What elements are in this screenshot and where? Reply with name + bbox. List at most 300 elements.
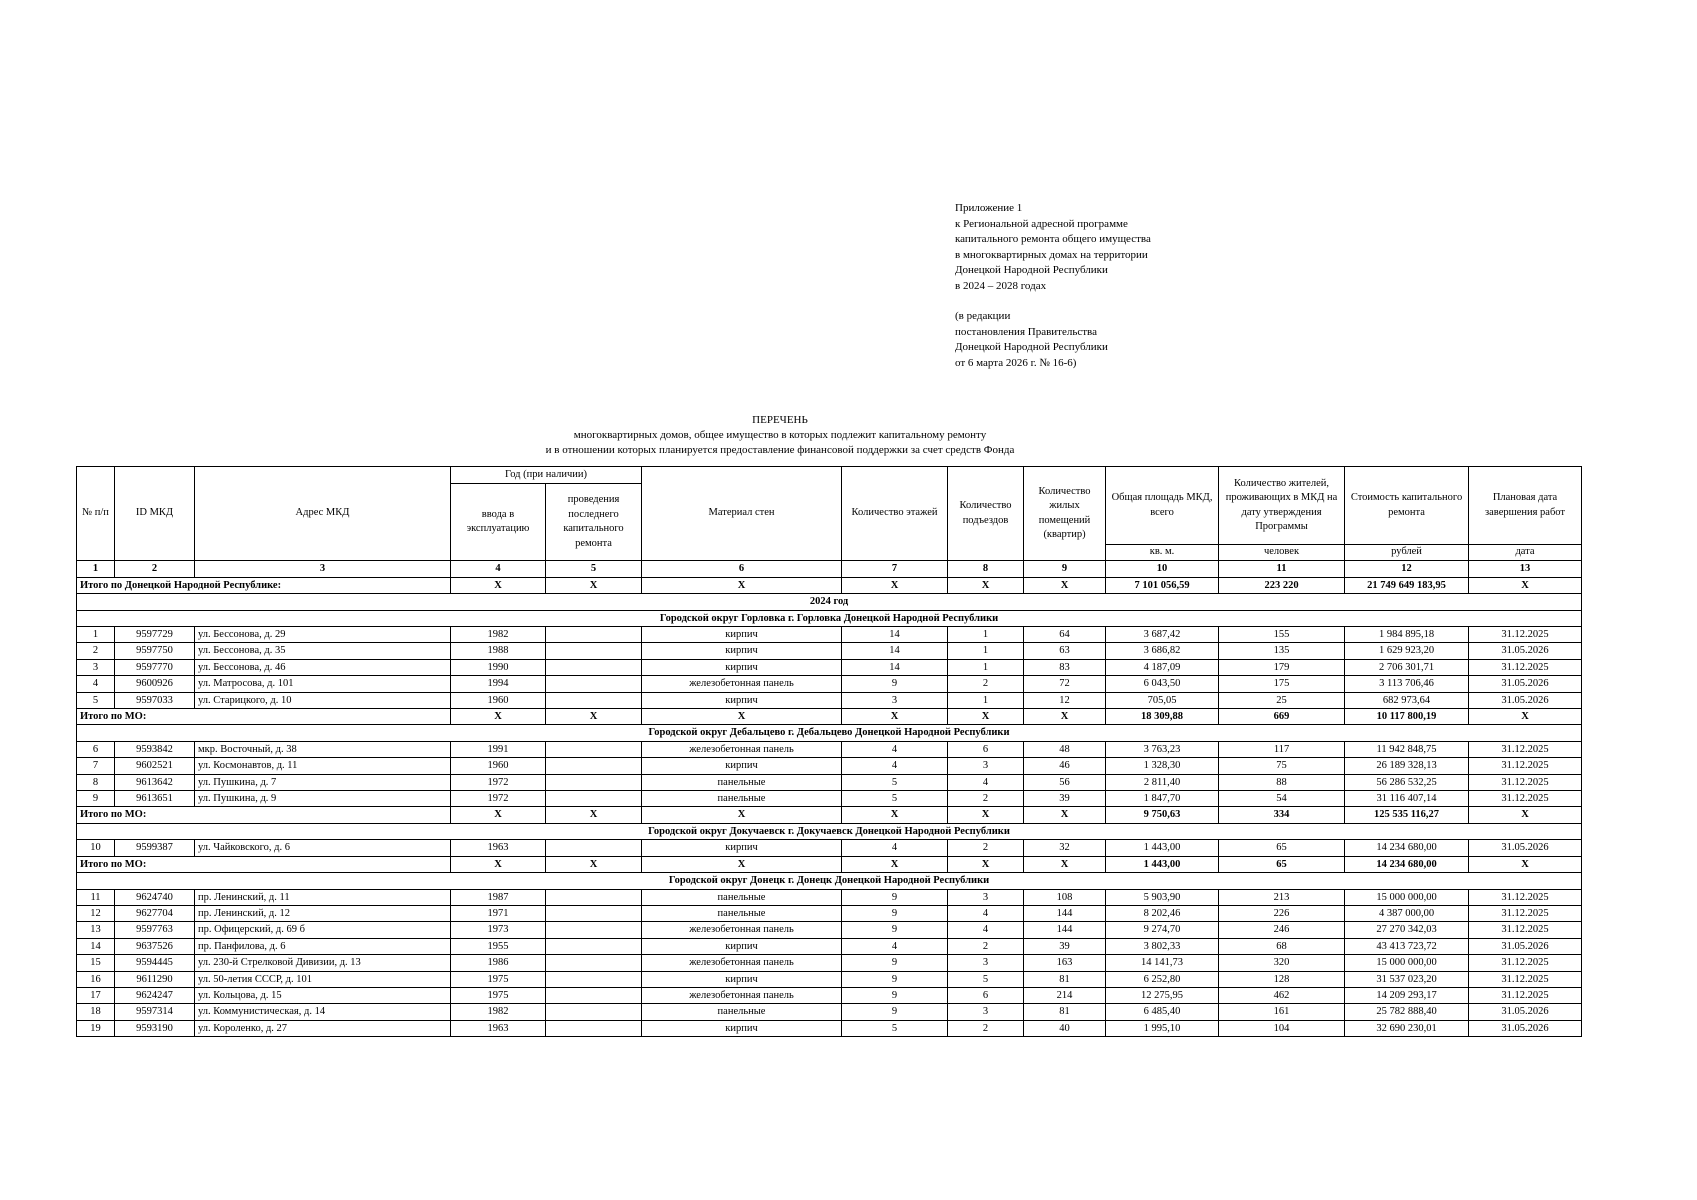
header-entrances: Количество подъездов: [948, 467, 1024, 561]
row-number: 8: [77, 774, 115, 790]
appendix-block: [955, 201, 1151, 371]
wall-material: кирпич: [642, 840, 842, 856]
apartments-count: 163: [1024, 955, 1106, 971]
row-number: 18: [77, 1004, 115, 1020]
municipality-total-year: X: [451, 709, 546, 725]
column-number: 1: [77, 561, 115, 577]
completion-date: 31.12.2025: [1469, 922, 1582, 938]
total-area: 2 811,40: [1106, 774, 1219, 790]
municipality-row: [77, 725, 1582, 741]
municipality-total-entr: X: [948, 807, 1024, 823]
grand-total-label: Итого по Донецкой Народной Республике:: [77, 577, 451, 593]
building-id: 9602521: [115, 758, 195, 774]
building-id: 9597750: [115, 643, 195, 659]
residents-count: 128: [1219, 971, 1345, 987]
wall-material: панельные: [642, 774, 842, 790]
apartments-count: 108: [1024, 889, 1106, 905]
municipality-total-year: X: [451, 807, 546, 823]
year-last-repair: [546, 938, 642, 954]
table-row: [77, 791, 1582, 807]
table-row: [77, 938, 1582, 954]
total-area: 14 141,73: [1106, 955, 1219, 971]
year-last-repair: [546, 840, 642, 856]
year-commission: 1963: [451, 1020, 546, 1036]
repair-cost: 15 000 000,00: [1345, 955, 1469, 971]
repair-cost: 26 189 328,13: [1345, 758, 1469, 774]
building-address: ул. 230-й Стрелковой Дивизии, д. 13: [195, 955, 451, 971]
table-row: [77, 741, 1582, 757]
apartments-count: 144: [1024, 922, 1106, 938]
building-address: ул. Бессонова, д. 29: [195, 627, 451, 643]
municipality-total-cost: 14 234 680,00: [1345, 856, 1469, 872]
floors-count: 14: [842, 627, 948, 643]
table-row: [77, 889, 1582, 905]
completion-date: 31.12.2025: [1469, 987, 1582, 1003]
municipality-total-date: X: [1469, 709, 1582, 725]
year-last-repair: [546, 971, 642, 987]
residents-count: 320: [1219, 955, 1345, 971]
year-last-repair: [546, 774, 642, 790]
municipality-total-date: X: [1469, 856, 1582, 872]
completion-date: 31.12.2025: [1469, 659, 1582, 675]
row-number: 16: [77, 971, 115, 987]
header-address: Адрес МКД: [195, 467, 451, 561]
building-address: ул. Короленко, д. 27: [195, 1020, 451, 1036]
repair-cost: 682 973,64: [1345, 692, 1469, 708]
column-number: 11: [1219, 561, 1345, 577]
floors-count: 9: [842, 971, 948, 987]
total-area: 1 328,30: [1106, 758, 1219, 774]
header-deadline: Плановая дата завершения работ: [1469, 467, 1582, 545]
year-last-repair: [546, 692, 642, 708]
municipality-total-floors: X: [842, 856, 948, 872]
table-row: [77, 971, 1582, 987]
grand-total-deadline: X: [1469, 577, 1582, 593]
municipality-name: Городской округ Докучаевск г. Докучаевск Донецкой Народной Республики: [77, 823, 1582, 839]
floors-count: 9: [842, 987, 948, 1003]
apartments-count: 12: [1024, 692, 1106, 708]
municipality-total-apts: X: [1024, 709, 1106, 725]
municipality-row: [77, 823, 1582, 839]
building-id: 9611290: [115, 971, 195, 987]
apartments-count: 46: [1024, 758, 1106, 774]
repair-cost: 43 413 723,72: [1345, 938, 1469, 954]
row-number: 5: [77, 692, 115, 708]
year-last-repair: [546, 905, 642, 921]
year-last-repair: [546, 741, 642, 757]
unit-cost: рублей: [1345, 545, 1469, 561]
building-address: пр. Ленинский, д. 12: [195, 905, 451, 921]
residents-count: 175: [1219, 676, 1345, 692]
total-area: 9 274,70: [1106, 922, 1219, 938]
column-number: 13: [1469, 561, 1582, 577]
municipality-total-date: X: [1469, 807, 1582, 823]
municipality-total-entr: X: [948, 856, 1024, 872]
building-id: 9600926: [115, 676, 195, 692]
municipality-total-year: X: [451, 856, 546, 872]
apartments-count: 39: [1024, 938, 1106, 954]
total-area: 3 802,33: [1106, 938, 1219, 954]
completion-date: 31.05.2026: [1469, 1004, 1582, 1020]
building-address: ул. Кольцова, д. 15: [195, 987, 451, 1003]
residents-count: 213: [1219, 889, 1345, 905]
grand-total-material: X: [642, 577, 842, 593]
residents-count: 155: [1219, 627, 1345, 643]
table-row: [77, 955, 1582, 971]
grand-total-entrances: X: [948, 577, 1024, 593]
apartments-count: 56: [1024, 774, 1106, 790]
floors-count: 4: [842, 938, 948, 954]
column-number: 9: [1024, 561, 1106, 577]
table-row: [77, 905, 1582, 921]
apartments-count: 39: [1024, 791, 1106, 807]
floors-count: 5: [842, 1020, 948, 1036]
year-last-repair: [546, 889, 642, 905]
row-number: 13: [77, 922, 115, 938]
entrances-count: 5: [948, 971, 1024, 987]
repair-cost: 15 000 000,00: [1345, 889, 1469, 905]
building-address: ул. Матросова, д. 101: [195, 676, 451, 692]
total-area: 8 202,46: [1106, 905, 1219, 921]
appendix-line: Приложение 1: [955, 202, 1023, 214]
residents-count: 75: [1219, 758, 1345, 774]
apartments-count: 72: [1024, 676, 1106, 692]
municipality-total-area: 18 309,88: [1106, 709, 1219, 725]
residents-count: 161: [1219, 1004, 1345, 1020]
row-number: 3: [77, 659, 115, 675]
year-commission: 1972: [451, 791, 546, 807]
row-number: 9: [77, 791, 115, 807]
year-last-repair: [546, 758, 642, 774]
table-header: [77, 467, 1582, 561]
municipality-total-cost: 125 535 116,27: [1345, 807, 1469, 823]
edition-line: Донецкой Народной Республики: [955, 341, 1108, 353]
title-line: и в отношении которых планируется предоставление финансовой поддержки за счет средств Фонда: [545, 444, 1015, 456]
year-commission: 1990: [451, 659, 546, 675]
completion-date: 31.12.2025: [1469, 627, 1582, 643]
row-number: 1: [77, 627, 115, 643]
year-commission: 1988: [451, 643, 546, 659]
floors-count: 14: [842, 659, 948, 675]
header-residents: Количество жителей, проживающих в МКД на дату утверждения Программы: [1219, 467, 1345, 545]
building-id: 9593842: [115, 741, 195, 757]
header-num: № п/п: [77, 467, 115, 561]
row-number: 2: [77, 643, 115, 659]
floors-count: 5: [842, 774, 948, 790]
wall-material: панельные: [642, 1004, 842, 1020]
year-last-repair: [546, 922, 642, 938]
header-id: ID МКД: [115, 467, 195, 561]
wall-material: железобетонная панель: [642, 676, 842, 692]
edition-line: постановления Правительства: [955, 325, 1097, 338]
apartments-count: 81: [1024, 971, 1106, 987]
municipality-total-repair: X: [546, 856, 642, 872]
total-area: 705,05: [1106, 692, 1219, 708]
completion-date: 31.12.2025: [1469, 905, 1582, 921]
appendix-line: к Региональной адресной программе: [955, 217, 1128, 230]
total-area: 1 443,00: [1106, 840, 1219, 856]
building-address: ул. Бессонова, д. 46: [195, 659, 451, 675]
residents-count: 54: [1219, 791, 1345, 807]
municipality-total-area: 1 443,00: [1106, 856, 1219, 872]
building-id: 9613642: [115, 774, 195, 790]
completion-date: 31.05.2026: [1469, 1020, 1582, 1036]
table-row: [77, 758, 1582, 774]
grand-total-year-commission: X: [451, 577, 546, 593]
floors-count: 4: [842, 840, 948, 856]
row-number: 15: [77, 955, 115, 971]
building-id: 9597770: [115, 659, 195, 675]
appendix-line: Донецкой Народной Республики: [955, 264, 1108, 276]
municipality-total-label: Итого по МО:: [77, 709, 451, 725]
wall-material: панельные: [642, 889, 842, 905]
appendix-line: в многоквартирных домах на территории: [955, 248, 1148, 261]
year-last-repair: [546, 1020, 642, 1036]
unit-deadline: дата: [1469, 545, 1582, 561]
year-commission: 1991: [451, 741, 546, 757]
municipality-total-floors: X: [842, 807, 948, 823]
building-id: 9637526: [115, 938, 195, 954]
unit-area: кв. м.: [1106, 545, 1219, 561]
building-id: 9594445: [115, 955, 195, 971]
completion-date: 31.05.2026: [1469, 938, 1582, 954]
entrances-count: 4: [948, 774, 1024, 790]
residents-count: 135: [1219, 643, 1345, 659]
completion-date: 31.05.2026: [1469, 676, 1582, 692]
repair-cost: 14 209 293,17: [1345, 987, 1469, 1003]
apartments-count: 64: [1024, 627, 1106, 643]
completion-date: 31.05.2026: [1469, 692, 1582, 708]
building-address: ул. Космонавтов, д. 11: [195, 758, 451, 774]
total-area: 3 687,42: [1106, 627, 1219, 643]
municipality-total-repair: X: [546, 807, 642, 823]
completion-date: 31.12.2025: [1469, 971, 1582, 987]
apartments-count: 81: [1024, 1004, 1106, 1020]
repair-cost: 1 629 923,20: [1345, 643, 1469, 659]
residents-count: 462: [1219, 987, 1345, 1003]
total-area: 4 187,09: [1106, 659, 1219, 675]
completion-date: 31.12.2025: [1469, 791, 1582, 807]
municipality-total-label: Итого по МО:: [77, 807, 451, 823]
floors-count: 3: [842, 692, 948, 708]
year-commission: 1963: [451, 840, 546, 856]
entrances-count: 6: [948, 741, 1024, 757]
building-id: 9597033: [115, 692, 195, 708]
header-year-commission: ввода в эксплуатацию: [451, 484, 546, 561]
wall-material: железобетонная панель: [642, 922, 842, 938]
building-address: ул. Пушкина, д. 7: [195, 774, 451, 790]
wall-material: железобетонная панель: [642, 987, 842, 1003]
year-last-repair: [546, 659, 642, 675]
building-address: ул. Чайковского, д. 6: [195, 840, 451, 856]
column-number: 2: [115, 561, 195, 577]
year-commission: 1960: [451, 692, 546, 708]
table-row: [77, 922, 1582, 938]
completion-date: 31.12.2025: [1469, 889, 1582, 905]
header-apartments: Количество жилых помещений (квартир): [1024, 467, 1106, 561]
residents-count: 68: [1219, 938, 1345, 954]
completion-date: 31.12.2025: [1469, 774, 1582, 790]
year-last-repair: [546, 791, 642, 807]
apartments-count: 32: [1024, 840, 1106, 856]
header-year-repair: проведения последнего капитального ремонта: [546, 484, 642, 561]
residents-count: 179: [1219, 659, 1345, 675]
year-commission: 1973: [451, 922, 546, 938]
table-row: [77, 774, 1582, 790]
year-commission: 1986: [451, 955, 546, 971]
municipality-total-row: [77, 856, 1582, 872]
total-area: 6 043,50: [1106, 676, 1219, 692]
wall-material: панельные: [642, 905, 842, 921]
building-id: 9613651: [115, 791, 195, 807]
column-number: 12: [1345, 561, 1469, 577]
header-area: Общая площадь МКД, всего: [1106, 467, 1219, 545]
row-number: 10: [77, 840, 115, 856]
apartments-count: 214: [1024, 987, 1106, 1003]
residents-count: 65: [1219, 840, 1345, 856]
floors-count: 9: [842, 955, 948, 971]
apartments-count: 48: [1024, 741, 1106, 757]
municipality-total-material: X: [642, 807, 842, 823]
column-number: 8: [948, 561, 1024, 577]
entrances-count: 2: [948, 1020, 1024, 1036]
register-table: [76, 466, 1582, 1037]
building-id: 9627704: [115, 905, 195, 921]
apartments-count: 144: [1024, 905, 1106, 921]
entrances-count: 1: [948, 627, 1024, 643]
column-number: 7: [842, 561, 948, 577]
residents-count: 226: [1219, 905, 1345, 921]
municipality-total-material: X: [642, 856, 842, 872]
entrances-count: 4: [948, 922, 1024, 938]
building-id: 9597729: [115, 627, 195, 643]
wall-material: железобетонная панель: [642, 955, 842, 971]
table-row: [77, 987, 1582, 1003]
row-number: 4: [77, 676, 115, 692]
residents-count: 246: [1219, 922, 1345, 938]
repair-cost: 1 984 895,18: [1345, 627, 1469, 643]
entrances-count: 3: [948, 1004, 1024, 1020]
building-address: ул. Бессонова, д. 35: [195, 643, 451, 659]
wall-material: кирпич: [642, 692, 842, 708]
year-last-repair: [546, 627, 642, 643]
appendix-line: капитального ремонта общего имущества: [955, 233, 1151, 245]
entrances-count: 1: [948, 643, 1024, 659]
building-address: ул. 50-летия СССР, д. 101: [195, 971, 451, 987]
wall-material: кирпич: [642, 938, 842, 954]
row-number: 12: [77, 905, 115, 921]
wall-material: кирпич: [642, 758, 842, 774]
building-address: пр. Панфилова, д. 6: [195, 938, 451, 954]
building-address: пр. Ленинский, д. 11: [195, 889, 451, 905]
floors-count: 9: [842, 1004, 948, 1020]
year-commission: 1982: [451, 627, 546, 643]
year-label: 2024 год: [77, 594, 1582, 610]
entrances-count: 1: [948, 659, 1024, 675]
building-id: 9593190: [115, 1020, 195, 1036]
wall-material: кирпич: [642, 971, 842, 987]
column-number: 10: [1106, 561, 1219, 577]
floors-count: 4: [842, 741, 948, 757]
repair-cost: 25 782 888,40: [1345, 1004, 1469, 1020]
year-last-repair: [546, 643, 642, 659]
municipality-row: [77, 873, 1582, 889]
table-row: [77, 659, 1582, 675]
wall-material: кирпич: [642, 1020, 842, 1036]
entrances-count: 4: [948, 905, 1024, 921]
municipality-name: Городской округ Горловка г. Горловка Донецкой Народной Республики: [77, 610, 1582, 626]
completion-date: 31.12.2025: [1469, 955, 1582, 971]
residents-count: 25: [1219, 692, 1345, 708]
floors-count: 9: [842, 922, 948, 938]
building-address: ул. Старицкого, д. 10: [195, 692, 451, 708]
residents-count: 88: [1219, 774, 1345, 790]
wall-material: железобетонная панель: [642, 741, 842, 757]
year-commission: 1971: [451, 905, 546, 921]
building-id: 9624740: [115, 889, 195, 905]
year-commission: 1960: [451, 758, 546, 774]
entrances-count: 2: [948, 676, 1024, 692]
entrances-count: 6: [948, 987, 1024, 1003]
total-area: 3 686,82: [1106, 643, 1219, 659]
municipality-total-row: [77, 807, 1582, 823]
table-row: [77, 840, 1582, 856]
column-number: 6: [642, 561, 842, 577]
title-heading: ПЕРЕЧЕНЬ: [752, 414, 808, 426]
wall-material: кирпич: [642, 643, 842, 659]
table-body: [77, 561, 1582, 1037]
entrances-count: 2: [948, 840, 1024, 856]
grand-total-row: [77, 577, 1582, 593]
table-row: [77, 1020, 1582, 1036]
repair-cost: 3 113 706,46: [1345, 676, 1469, 692]
title-line: многоквартирных домов, общее имущество в которых подлежит капитальному ремонту: [573, 429, 987, 441]
table-row: [77, 627, 1582, 643]
header-cost: Стоимость капитального ремонта: [1345, 467, 1469, 545]
completion-date: 31.05.2026: [1469, 643, 1582, 659]
municipality-name: Городской округ Донецк г. Донецк Донецкой Народной Республики: [77, 873, 1582, 889]
grand-total-year-last-repair: X: [546, 577, 642, 593]
completion-date: 31.12.2025: [1469, 758, 1582, 774]
edition-line: (в редакции: [955, 310, 1011, 322]
wall-material: кирпич: [642, 659, 842, 675]
document-title: [0, 413, 1560, 458]
year-commission: 1987: [451, 889, 546, 905]
repair-cost: 31 116 407,14: [1345, 791, 1469, 807]
row-number: 6: [77, 741, 115, 757]
entrances-count: 2: [948, 938, 1024, 954]
floors-count: 4: [842, 758, 948, 774]
floors-count: 9: [842, 905, 948, 921]
column-number: 5: [546, 561, 642, 577]
grand-total-cost: 21 749 649 183,95: [1345, 577, 1469, 593]
row-number: 11: [77, 889, 115, 905]
repair-cost: 2 706 301,71: [1345, 659, 1469, 675]
municipality-total-entr: X: [948, 709, 1024, 725]
repair-cost: 31 537 023,20: [1345, 971, 1469, 987]
residents-count: 117: [1219, 741, 1345, 757]
table-row: [77, 643, 1582, 659]
building-address: мкр. Восточный, д. 38: [195, 741, 451, 757]
year-commission: 1955: [451, 938, 546, 954]
total-area: 12 275,95: [1106, 987, 1219, 1003]
entrances-count: 3: [948, 758, 1024, 774]
row-number: 17: [77, 987, 115, 1003]
year-commission: 1972: [451, 774, 546, 790]
year-row: [77, 594, 1582, 610]
unit-residents: человек: [1219, 545, 1345, 561]
header-material: Материал стен: [642, 467, 842, 561]
